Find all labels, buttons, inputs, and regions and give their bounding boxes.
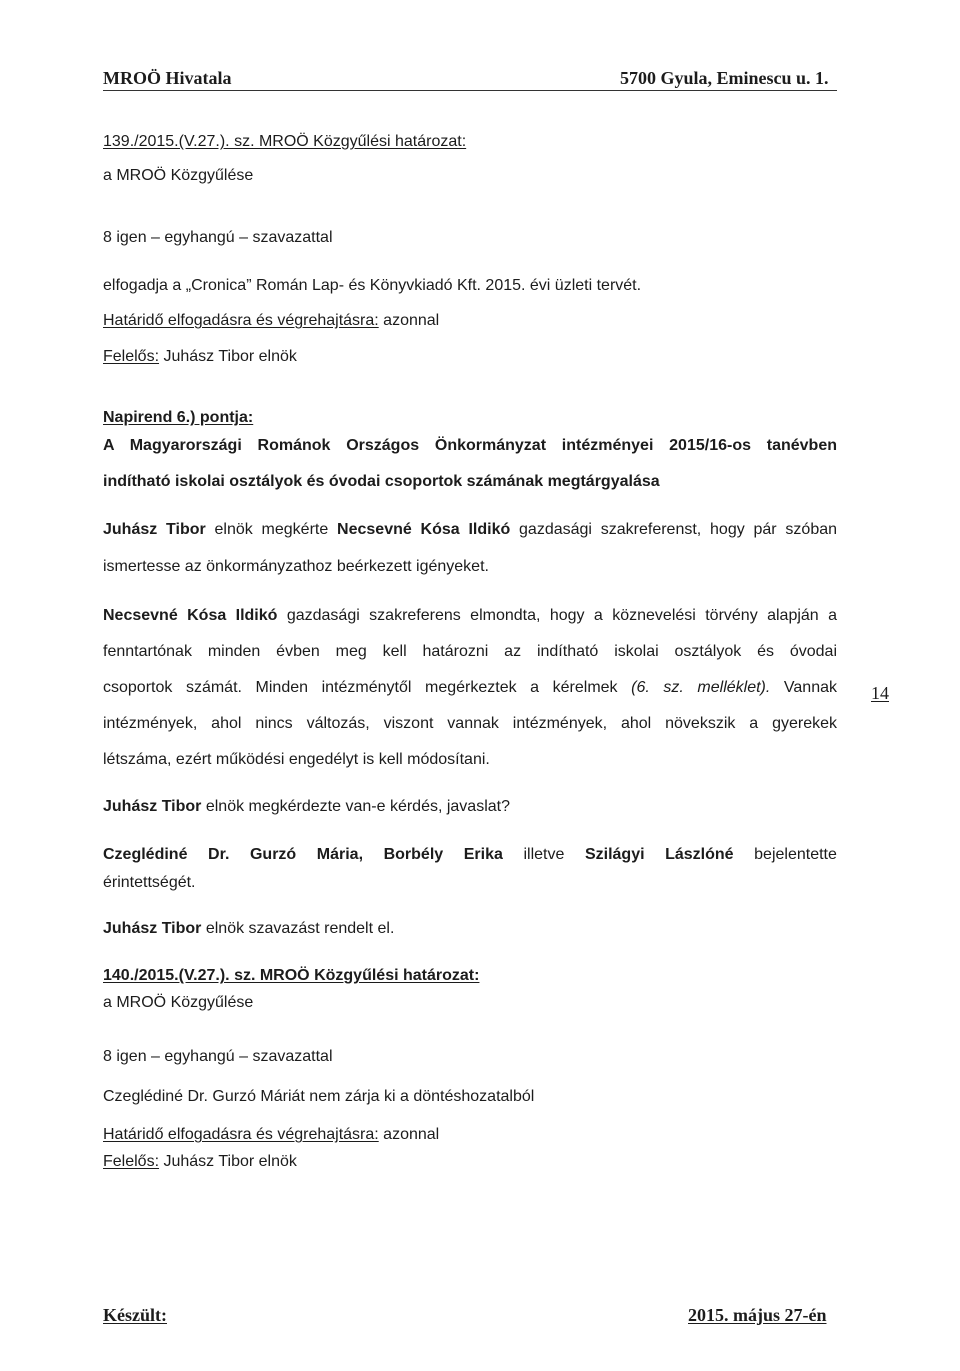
paragraph-1-line-1 <box>103 520 837 540</box>
paragraph-2-line-3 <box>103 678 837 698</box>
paragraph-2-line-5: létszáma, ezért működési engedélyt is kell módosítani. <box>103 751 490 768</box>
deadline-value: azonnal <box>383 312 440 329</box>
resolution-1-vote: 8 igen – egyhangú – szavazattal <box>103 229 333 246</box>
person-name: Necsevné Kósa Ildikó <box>103 607 278 624</box>
person-name: Lászlóné <box>665 846 734 863</box>
paragraph-text: Vannak <box>770 679 837 696</box>
paragraph-1-line-2: ismertesse az önkormányzathoz beérkezett igényeket. <box>103 558 489 575</box>
header-office: MROÖ Hivatala <box>103 68 232 88</box>
attachment-reference: (6. sz. melléklet). <box>631 679 771 696</box>
responsible-label: Felelős: <box>103 1153 160 1170</box>
footer-date: 2015. május 27-én <box>688 1305 827 1325</box>
resolution-1-body: a MROÖ Közgyűlése <box>103 167 254 184</box>
deadline-label: Határidő elfogadásra és végrehajtásra: <box>103 312 379 329</box>
paragraph-text: illetve <box>523 846 565 863</box>
header-address: 5700 Gyula, Eminescu u. 1. <box>620 68 829 88</box>
person-name: Czeglédiné <box>103 846 188 863</box>
responsible-label: Felelős: <box>103 348 160 365</box>
paragraph-4-line-2: érintettségét. <box>103 874 196 891</box>
paragraph-text: elnök szavazást rendelt el. <box>201 920 395 937</box>
resolution-2-responsible <box>103 1152 297 1172</box>
agenda-heading: Napirend 6.) pontja: <box>103 409 254 426</box>
resolution-2-number: 140./2015.(V.27.). sz. MROÖ Közgyűlési határozat: <box>103 967 480 984</box>
person-name: Necsevné Kósa Ildikó <box>337 521 511 538</box>
person-name: Erika <box>463 846 503 863</box>
person-name: Juhász Tibor <box>103 798 202 815</box>
paragraph-text: bejelentette <box>754 846 837 863</box>
paragraph-text: gazdasági szakreferenst, hogy pár szóban <box>510 521 838 538</box>
footer-label: Készült: <box>103 1305 167 1325</box>
person-name: Szilágyi <box>584 846 645 863</box>
resolution-2-decision: Czeglédiné Dr. Gurzó Máriát nem zárja ki a döntéshozatalból <box>103 1088 535 1105</box>
resolution-1-decision: elfogadja a „Cronica” Román Lap- és Könyvkiadó Kft. 2015. évi üzleti tervét. <box>103 277 642 294</box>
paragraph-text: elnök megkérdezte van-e kérdés, javaslat? <box>201 798 510 815</box>
person-name: Juhász Tibor <box>103 521 206 538</box>
resolution-1-deadline <box>103 311 439 331</box>
person-name: Dr. <box>208 846 230 863</box>
deadline-value: azonnal <box>383 1126 440 1143</box>
person-name: Gurzó <box>249 846 297 863</box>
resolution-2-body: a MROÖ Közgyűlése <box>103 994 254 1011</box>
resolution-2-deadline <box>103 1125 439 1145</box>
header-rule <box>103 90 837 91</box>
paragraph-2-line-1 <box>103 606 837 626</box>
paragraph-text: gazdasági szakreferens elmondta, hogy a köznevelési törvény alapján a <box>277 607 838 624</box>
agenda-title-line-1: A Magyarországi Románok Országos Önkormányzat intézményei 2015/16-os tanévben <box>103 437 837 454</box>
agenda-title-line-2: indítható iskolai osztályok és óvodai csoportok számának megtárgyalása <box>103 473 660 490</box>
resolution-1-responsible <box>103 347 297 367</box>
resolution-2-vote: 8 igen – egyhangú – szavazattal <box>103 1048 333 1065</box>
page-number: 14 <box>871 683 889 703</box>
paragraph-4-line-1 <box>103 845 837 865</box>
paragraph-text: elnök megkérte <box>205 521 338 538</box>
resolution-1-number: 139./2015.(V.27.). sz. MROÖ Közgyűlési határozat: <box>103 133 467 150</box>
paragraph-2-line-2: fenntartónak minden évben meg kell határozni az indítható iskolai osztályok és óvodai <box>103 643 837 660</box>
paragraph-3 <box>103 797 510 817</box>
paragraph-text: csoportok számát. Minden intézménytől megérkeztek a kérelmek <box>103 679 632 696</box>
paragraph-5 <box>103 919 394 939</box>
person-name: Mária, <box>316 846 364 863</box>
person-name: Juhász Tibor <box>103 920 202 937</box>
paragraph-2-line-4: intézmények, ahol nincs változás, viszont vannak intézmények, ahol növekszik a gyerekek <box>103 715 837 732</box>
responsible-value: Juhász Tibor elnök <box>163 1153 297 1170</box>
responsible-value: Juhász Tibor elnök <box>163 348 297 365</box>
person-name: Borbély <box>383 846 444 863</box>
deadline-label: Határidő elfogadásra és végrehajtásra: <box>103 1126 379 1143</box>
